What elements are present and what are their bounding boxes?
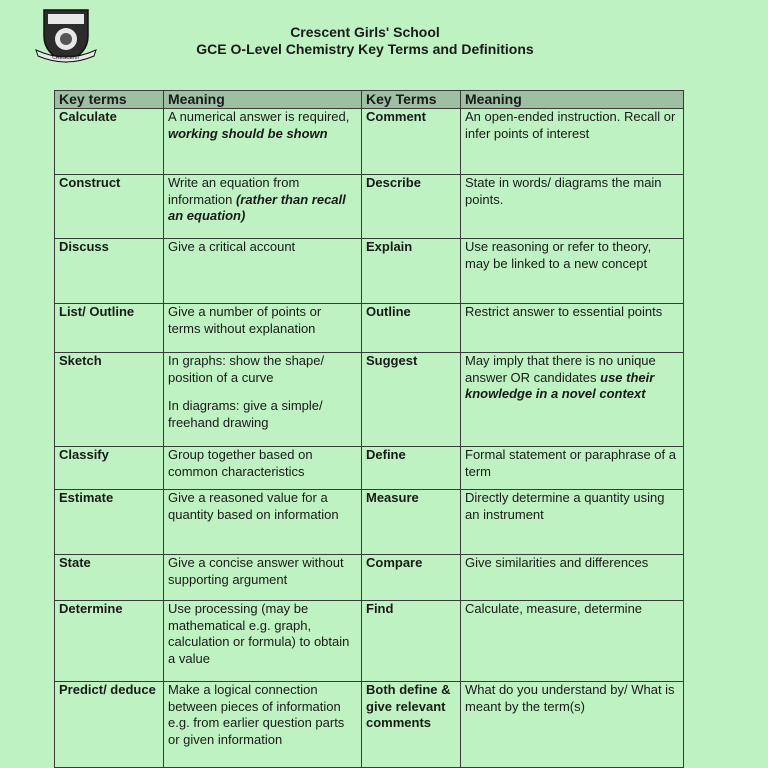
- meaning: May imply that there is no unique answer OR candidates use their knowledge in a novel context: [461, 353, 684, 447]
- meaning: A numerical answer is required, working should be shown: [164, 109, 362, 175]
- meaning: Write an equation from information (rather than recall an equation): [164, 175, 362, 239]
- key-term: Estimate: [55, 490, 164, 555]
- document-header: [0, 24, 730, 58]
- key-term: State: [55, 555, 164, 601]
- key-term: Compare: [362, 555, 461, 601]
- key-term: Suggest: [362, 353, 461, 447]
- key-term: Find: [362, 601, 461, 682]
- key-term: List/ Outline: [55, 304, 164, 353]
- meaning: Give a reasoned value for a quantity based on information: [164, 490, 362, 555]
- key-term: Define: [362, 447, 461, 490]
- meaning: Give a critical account: [164, 239, 362, 304]
- column-header: Key Terms: [362, 91, 461, 109]
- key-term: Describe: [362, 175, 461, 239]
- key-term: Discuss: [55, 239, 164, 304]
- key-term: Explain: [362, 239, 461, 304]
- table-row: [55, 555, 684, 601]
- column-header: Key terms: [55, 91, 164, 109]
- meaning: Make a logical connection between pieces of information e.g. from earlier question parts or given information: [164, 682, 362, 768]
- school-name: Crescent Girls' School: [290, 24, 440, 40]
- table-row: [55, 353, 684, 447]
- table-row: [55, 490, 684, 555]
- table-row: [55, 447, 684, 490]
- key-terms-table: [54, 90, 684, 768]
- key-term: Sketch: [55, 353, 164, 447]
- meaning: State in words/ diagrams the main points.: [461, 175, 684, 239]
- meaning: Formal statement or paraphrase of a term: [461, 447, 684, 490]
- table-row: [55, 682, 684, 768]
- table-row: [55, 175, 684, 239]
- meaning: What do you understand by/ What is meant by the term(s): [461, 682, 684, 768]
- meaning: Calculate, measure, determine: [461, 601, 684, 682]
- meaning: An open-ended instruction. Recall or infer points of interest: [461, 109, 684, 175]
- meaning: Give a number of points or terms without explanation: [164, 304, 362, 353]
- key-term: Predict/ deduce: [55, 682, 164, 768]
- key-term: Construct: [55, 175, 164, 239]
- key-term: Both define & give relevant comments: [362, 682, 461, 768]
- table-header-row: [55, 91, 684, 109]
- key-term: Outline: [362, 304, 461, 353]
- table-row: [55, 239, 684, 304]
- meaning: Group together based on common characteristics: [164, 447, 362, 490]
- meaning: Directly determine a quantity using an instrument: [461, 490, 684, 555]
- key-term: Comment: [362, 109, 461, 175]
- key-term: Measure: [362, 490, 461, 555]
- column-header: Meaning: [461, 91, 684, 109]
- table-row: [55, 601, 684, 682]
- meaning: In graphs: show the shape/ position of a curve In diagrams: give a simple/ freehand drawing: [164, 353, 362, 447]
- key-term: Classify: [55, 447, 164, 490]
- meaning: Use processing (may be mathematical e.g. graph, calculation or formula) to obtain a value: [164, 601, 362, 682]
- column-header: Meaning: [164, 91, 362, 109]
- meaning: Give a concise answer without supporting argument: [164, 555, 362, 601]
- svg-text:CRESCENT: CRESCENT: [52, 55, 80, 61]
- meaning: Restrict answer to essential points: [461, 304, 684, 353]
- table-row: [55, 109, 684, 175]
- meaning: Use reasoning or refer to theory, may be linked to a new concept: [461, 239, 684, 304]
- key-term: Calculate: [55, 109, 164, 175]
- meaning: Give similarities and differences: [461, 555, 684, 601]
- key-term: Determine: [55, 601, 164, 682]
- table-row: [55, 304, 684, 353]
- document-title: GCE O-Level Chemistry Key Terms and Definitions: [196, 41, 534, 57]
